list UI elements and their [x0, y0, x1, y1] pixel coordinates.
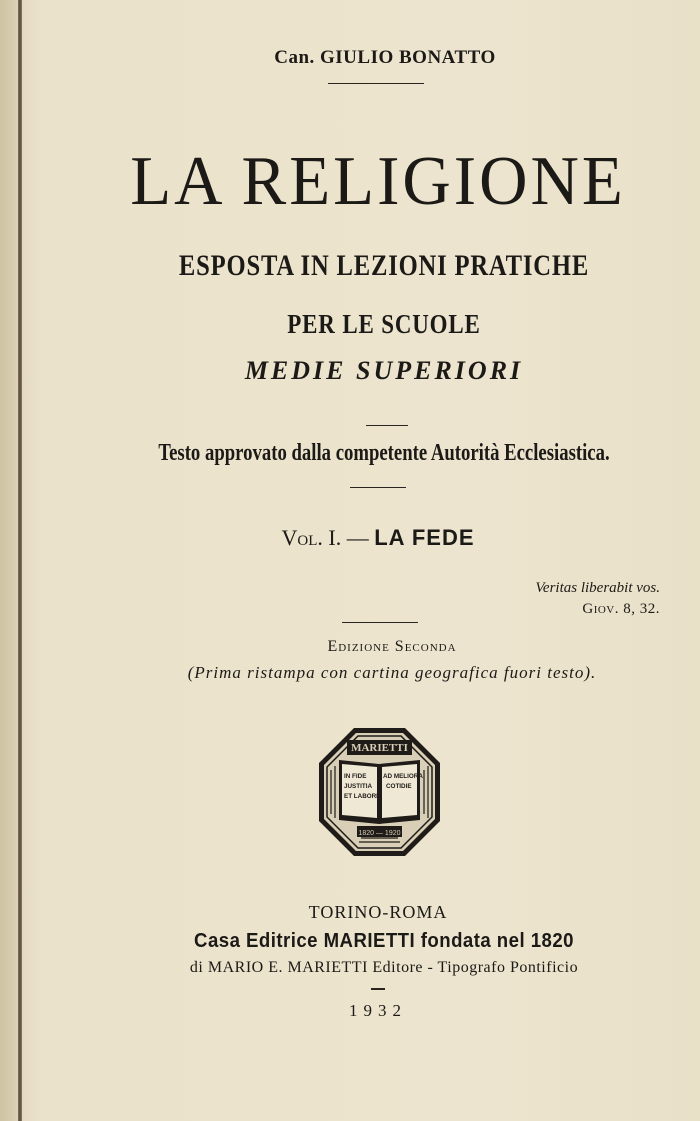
divider-rule	[342, 622, 418, 623]
publisher-mark-emblem	[317, 726, 442, 858]
mark-name: MARIETTI	[351, 742, 408, 754]
divider-rule	[350, 487, 406, 488]
divider-rule	[328, 83, 424, 84]
mark-years: 1820 — 1920	[358, 830, 401, 837]
divider-rule	[371, 988, 385, 990]
volume-heading	[28, 525, 700, 551]
mark-left-text-3: ET LABORE	[344, 793, 381, 800]
author-name: Can. GIULIO BONATTO	[274, 47, 496, 68]
book-title: LA RELIGIONE	[130, 142, 626, 220]
edition-label: Edizione Seconda	[327, 638, 457, 655]
epigraph-quote: Veritas liberabit vos.	[535, 580, 660, 596]
epigraph	[535, 578, 660, 620]
mark-left-text-1: IN FIDE	[344, 773, 367, 780]
volume-title: LA FEDE	[374, 525, 475, 550]
mark-right-text-2: COTIDIE	[386, 783, 412, 790]
volume-label: Vol. I. —	[281, 525, 369, 550]
epigraph-reference: Giov. 8, 32.	[582, 601, 660, 617]
publisher-name: Casa Editrice MARIETTI fondata nel 1820	[194, 930, 574, 952]
publication-city: TORINO-ROMA	[308, 902, 448, 922]
approval-note: Testo approvato dalla competente Autorità Ecclesiastica.	[158, 440, 610, 466]
printer-line: di MARIO E. MARIETTI Editore - Tipografo Pontificio	[189, 959, 579, 976]
subtitle-line-2: PER LE SCUOLE	[287, 309, 481, 339]
book-binding-edge	[18, 0, 22, 1121]
subtitle-line-3: MEDIE SUPERIORI	[244, 356, 524, 385]
mark-left-text-2: JUSTITIA	[344, 783, 372, 790]
divider-rule	[366, 425, 408, 426]
mark-right-text-1: AD MELIORA	[383, 773, 423, 780]
reprint-note: (Prima ristampa con cartina geografica fuori testo).	[187, 663, 597, 682]
publication-year: 1932	[349, 1001, 407, 1020]
subtitle-line-1: ESPOSTA IN LEZIONI PRATICHE	[178, 249, 590, 282]
